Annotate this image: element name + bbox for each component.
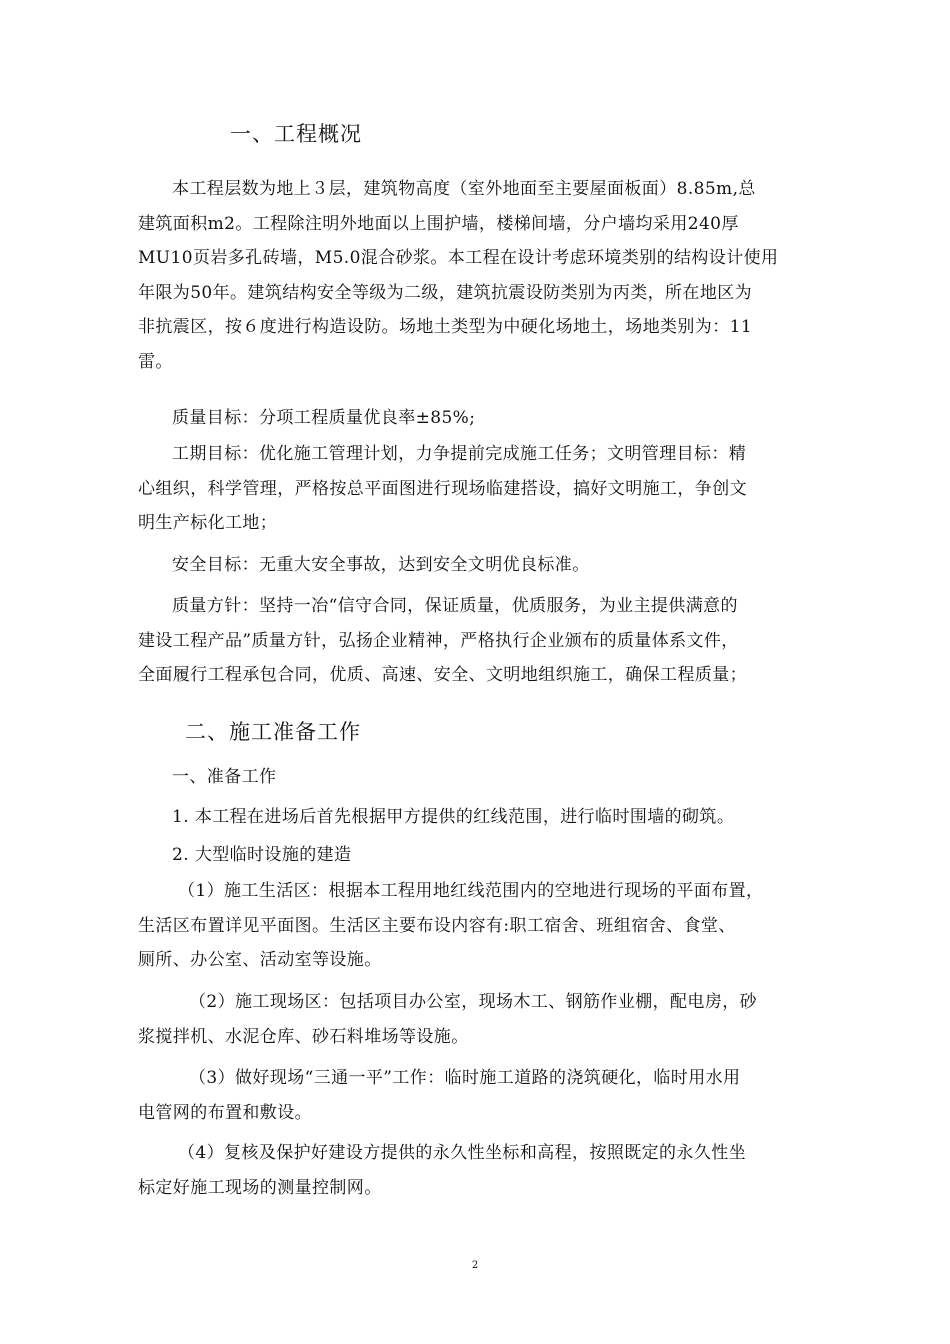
section-heading-project-overview: 一、工程概况 <box>230 122 362 146</box>
paragraph-line: 建筑面积m2。工程除注明外地面以上围护墙，楼梯间墙，分户墙均采用240厚 <box>138 213 739 234</box>
overview-paragraph <box>138 172 778 379</box>
paragraph-line: 1. 本工程在进场后首先根据甲方提供的红线范围，进行临时围墙的砌筑。 <box>172 807 735 827</box>
paragraph-line: 安全目标：无重大安全事故，达到安全文明优良标准。 <box>172 555 590 575</box>
quality-policy-paragraph <box>138 589 747 693</box>
paragraph-line: 心组织，科学管理，严格按总平面图进行现场临建搭设，搞好文明施工，争创文 <box>138 478 747 499</box>
paragraph-line: （3）做好现场“三通一平”工作：临时施工道路的浇筑硬化，临时用水用 <box>189 1068 741 1088</box>
site-area-paragraph <box>138 985 757 1054</box>
paragraph-line: 年限为50年。建筑结构安全等级为二级，建筑抗震设防类别为丙类，所在地区为 <box>138 282 753 303</box>
paragraph-line: 雷。 <box>138 351 173 372</box>
quality-goal-paragraph <box>172 401 475 436</box>
survey-control-paragraph <box>138 1136 746 1205</box>
paragraph-line: 一、准备工作 <box>172 767 277 787</box>
safety-goal-paragraph <box>172 548 590 583</box>
numbered-item-1 <box>172 800 734 835</box>
paragraph-line: MU10页岩多孔砖墙，M5.0混合砂浆。本工程在设计考虑环境类别的结构设计使用 <box>138 248 779 268</box>
paragraph-line: 非抗震区，按６度进行构造设防。场地土类型为中硬化场地土，场地类别为：11 <box>138 317 753 337</box>
living-area-paragraph <box>138 874 763 978</box>
paragraph-line: 厕所、办公室、活动室等设施。 <box>138 950 382 970</box>
paragraph-line: 浆搅拌机、水泥仓库、砂石料堆场等设施。 <box>138 1026 469 1047</box>
paragraph-line: （1）施工生活区：根据本工程用地红线范围内的空地进行现场的平面布置， <box>178 881 764 901</box>
paragraph-line: 质量目标：分项工程质量优良率±85%; <box>172 408 476 428</box>
numbered-item-2 <box>172 838 351 873</box>
section-heading-construction-preparation: 二、施工准备工作 <box>185 720 361 744</box>
paragraph-line: 生活区布置详见平面图。生活区主要布设内容有:职工宿舍、班组宿舍、食堂、 <box>138 915 736 936</box>
paragraph-line: 标定好施工现场的测量控制网。 <box>138 1177 382 1198</box>
schedule-goal-paragraph <box>138 437 747 541</box>
utilities-paragraph <box>138 1061 740 1130</box>
paragraph-line: 本工程层数为地上３层，建筑物高度（室外地面至主要屋面板面）8.85m,总 <box>172 179 756 199</box>
paragraph-line: 电管网的布置和敷设。 <box>138 1102 312 1123</box>
paragraph-line: （2）施工现场区：包括项目办公室，现场木工、钢筋作业棚，配电房，砂 <box>189 992 758 1012</box>
paragraph-line: 全面履行工程承包合同，优质、高速、安全、文明地组织施工，确保工程质量； <box>138 665 747 685</box>
paragraph-line: 2. 大型临时设施的建造 <box>172 845 352 865</box>
paragraph-line: （4）复核及保护好建设方提供的永久性坐标和高程，按照既定的永久性坐 <box>178 1143 747 1163</box>
subheading-preparation-work <box>172 760 276 795</box>
paragraph-line: 工期目标：优化施工管理计划，力争提前完成施工任务；文明管理目标：精 <box>172 444 747 464</box>
paragraph-line: 质量方针：坚持一冶“信守合同，保证质量，优质服务，为业主提供满意的 <box>172 596 738 616</box>
paragraph-line: 建设工程产品”质量方针，弘扬企业精神，严格执行企业颁布的质量体系文件， <box>138 630 739 651</box>
page-number: 2 <box>471 1260 479 1271</box>
paragraph-line: 明生产标化工地； <box>138 513 278 533</box>
